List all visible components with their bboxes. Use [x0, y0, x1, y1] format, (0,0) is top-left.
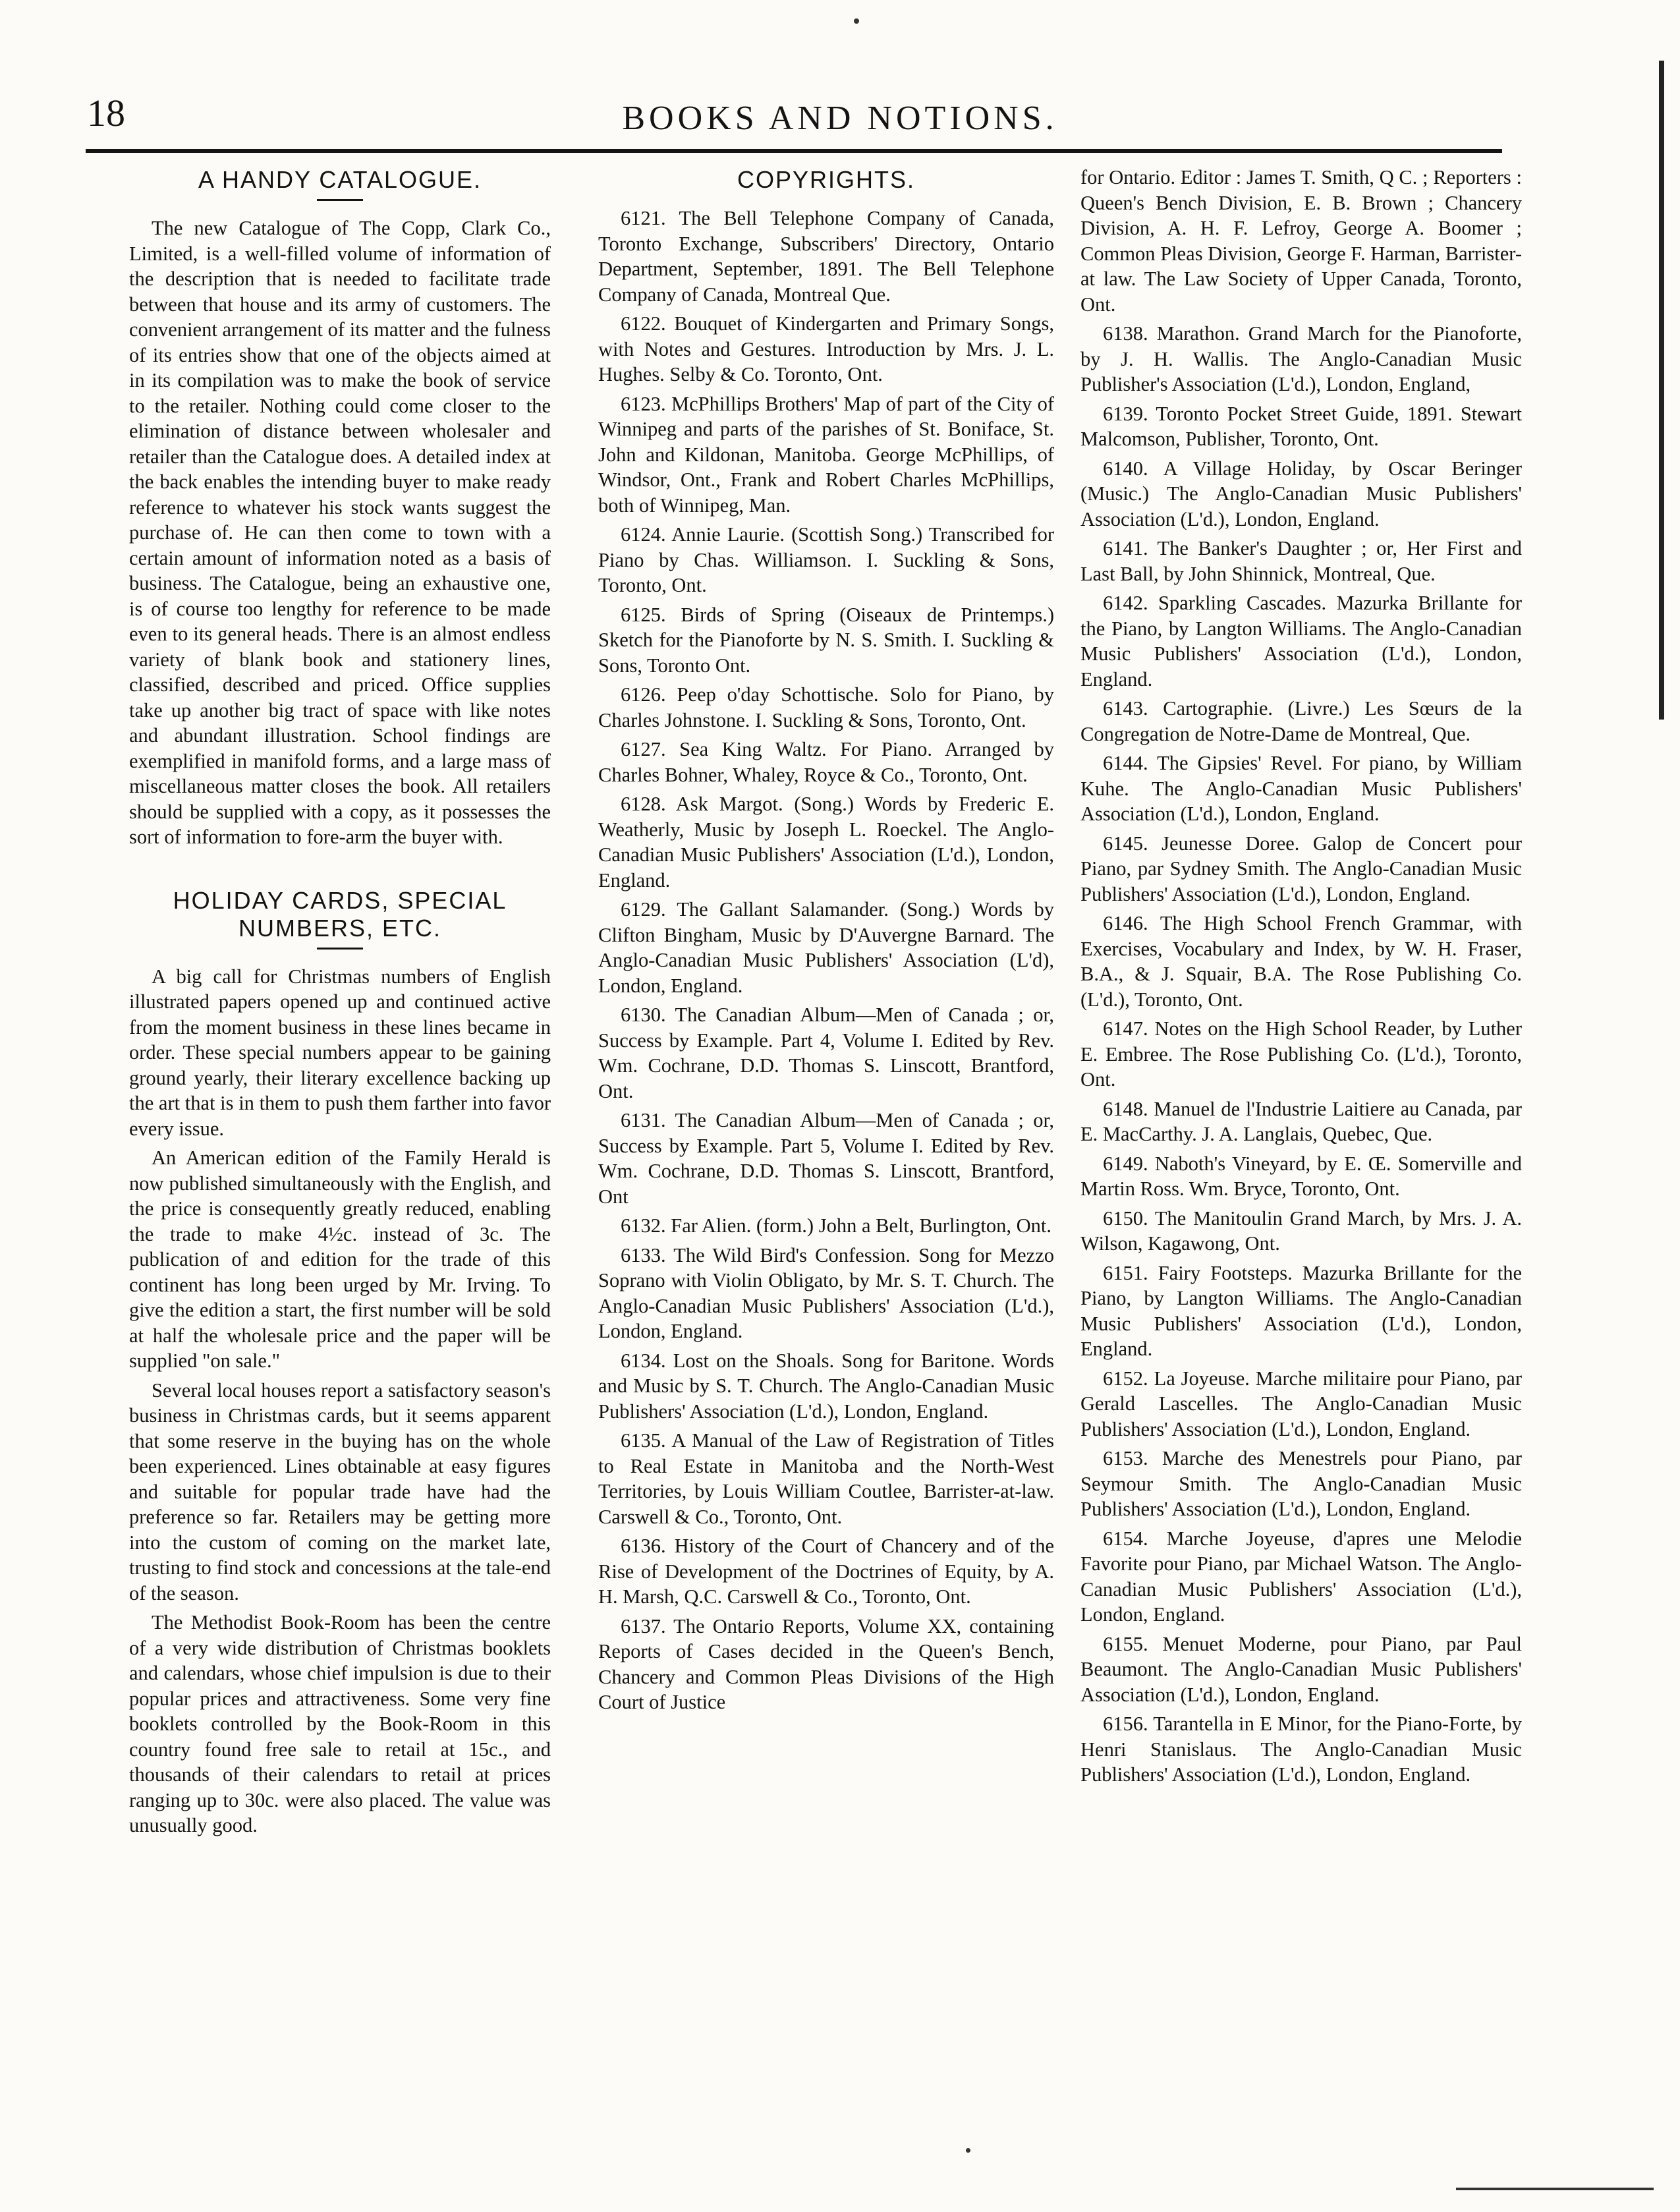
copyright-entry: 6150. The Manitoulin Grand March, by Mrs. J. A. Wilson, Kagawong, Ont. — [1080, 1206, 1522, 1255]
copyright-entry: 6144. The Gipsies' Revel. For piano, by William Kuhe. The Anglo-Canadian Music Publishers' Association (L'd.), London, England. — [1080, 752, 1522, 825]
copyright-entry: 6136. History of the Court of Chancery and of the Rise of Development of the Doctrines of Equity, by A. H. Marsh, Q.C. Carswell & Co., Toronto, Ont. — [598, 1535, 1054, 1608]
copyright-entry: 6152. La Joyeuse. Marche militaire pour Piano, par Gerald Lascelles. The Anglo-Canadian Music Publishers' Association (L'd.), London, England. — [1080, 1367, 1522, 1440]
copyright-entry: 6137. The Ontario Reports, Volume XX, containing Reports of Cases decided in the Queen's Bench, Chancery and Common Pleas Divisions of the High Court of Justice — [598, 1614, 1054, 1713]
copyright-entry: 6131. The Canadian Album—Men of Canada ; or, Success by Example. Part 5, Volume I. Edited by Rev. Wm. Cochrane, D.D. Thomas S. Linscott, Brantford, Ont — [598, 1109, 1054, 1208]
copyright-entry: 6142. Sparkling Cascades. Mazurka Brillante for the Piano, by Langton Williams. The Anglo-Canadian Music Publishers' Association (L'd.), London, England. — [1080, 592, 1522, 691]
copyright-entry: 6132. Far Alien. (form.) John a Belt, Burlington, Ont. — [621, 1214, 1051, 1237]
footer-rule — [1456, 2188, 1654, 2190]
copyright-entry: 6134. Lost on the Shoals. Song for Baritone. Words and Music by S. T. Church. The Anglo-Canadian Music Publishers' Association (L'd.), London, England. — [598, 1349, 1054, 1423]
copyright-entry: 6148. Manuel de l'Industrie Laitiere au Canada, par E. MacCarthy. J. A. Langlais, Quebec, Que. — [1080, 1097, 1522, 1145]
copyright-entry: 6141. The Banker's Daughter ; or, Her First and Last Ball, by John Shinnick, Montreal, Que. — [1080, 537, 1522, 585]
paragraph: The new Catalogue of The Copp, Clark Co., Limited, is a well-filled volume of information of the description that is needed to facilitate trade between that house and its army of customers. The convenient arrangement of its matter and the fulness of its entries show that one of the objects aimed at in its compilation was to make the book of service to the retailer. Nothing could come closer to the elimination of distance between wholesaler and retailer than the Catalogue does. A detailed index at the back enables the intending buyer to make ready reference to whatever his stock wants suggest the purchase of. He can then come to town with a certain amount of information noted as a basis of business. The Catalogue, being an exhaustive one, is of course too lengthy for reference to be made even to its general heads. There is an almost endless variety of blank book and stationery lines, classified, described and priced. Office supplies take up another big tract of space with like notes and abundant illustration. School findings are exemplified in manifold forms, and a large mass of miscellaneous matter closes the book. All retailers should be supplied with a copy, as it possesses the sort of information to fore-arm the buyer with. — [129, 217, 551, 848]
running-head-title: BOOKS AND NOTIONS. — [622, 99, 1058, 137]
copyright-entry: 6127. Sea King Waltz. For Piano. Arranged by Charles Bohner, Whaley, Royce & Co., Toronto, Ont. — [598, 738, 1054, 786]
copyright-entry: for Ontario. Editor : James T. Smith, Q C. ; Reporters : Queen's Bench Division, E. B. Brown ; Chancery Division, A. H. F. Lefroy, George A. Boomer ; Common Pleas Division, George F. Harman, Barrister-at law. The Law Society of Upper Canada, Toronto, Ont. — [1080, 166, 1522, 316]
page-number: 18 — [87, 92, 125, 134]
copyright-entry: 6146. The High School French Grammar, with Exercises, Vocabulary and Index, by W. H. Fraser, B.A., & J. Squair, B.A. The Rose Publishing Co. (L'd.), Toronto, Ont. — [1080, 912, 1522, 1011]
copyright-entry: 6129. The Gallant Salamander. (Song.) Words by Clifton Bingham, Music by D'Auvergne Barnard. The Anglo-Canadian Music Publishers' Association (L'd), London, England. — [598, 898, 1054, 997]
copyright-entry: 6143. Cartographie. (Livre.) Les Sœurs de la Congregation de Notre-Dame de Montreal, Que. — [1080, 697, 1522, 745]
column-right — [1080, 165, 1522, 2159]
paragraph: A big call for Christmas numbers of English illustrated papers opened up and continued active from the moment business in these lines became in order. These special numbers appear to be gaining ground yearly, their literary excellence backing up the art that is in them to push them farther into favor every issue. — [129, 965, 551, 1140]
column-middle — [598, 165, 1054, 2159]
copyright-entry: 6126. Peep o'day Schottische. Solo for Piano, by Charles Johnstone. I. Suckling & Sons, Toronto, Ont. — [598, 683, 1054, 731]
copyright-entry: 6140. A Village Holiday, by Oscar Beringer (Music.) The Anglo-Canadian Music Publishers' Association (L'd.), London, England. — [1080, 457, 1522, 530]
section-heading-holiday-cards: HOLIDAY CARDS, SPECIAL NUMBERS, ETC. — [173, 886, 507, 942]
copyright-entry: 6145. Jeunesse Doree. Galop de Concert pour Piano, par Sydney Smith. The Anglo-Canadian Music Publishers' Association (L'd.), London, England. — [1080, 832, 1522, 905]
copyright-entry: 6153. Marche des Menestrels pour Piano, par Seymour Smith. The Anglo-Canadian Music Publishers' Association (L'd.), London, England. — [1080, 1447, 1522, 1520]
copyright-entry: 6125. Birds of Spring (Oiseaux de Printemps.) Sketch for the Pianoforte by N. S. Smith. I. Suckling & Sons, Toronto Ont. — [598, 603, 1054, 677]
paragraph: Several local houses report a satisfactory season's business in Christmas cards, but it seems apparent that some reserve in the buying has on the whole been experienced. Lines obtainable at easy figures and suitable for popular trade have had the preference so far. Retailers may be getting more into the custom of coming on the market late, trusting to find stock and concessions at the tale-end of the season. — [129, 1378, 551, 1604]
copyright-entry: 6156. Tarantella in E Minor, for the Piano-Forte, by Henri Stanislaus. The Anglo-Canadian Music Publishers' Association (L'd.), London, England. — [1080, 1713, 1522, 1786]
heading-rule — [317, 199, 363, 201]
paragraph: The Methodist Book-Room has been the centre of a very wide distribution of Christmas booklets and calendars, whose chief impulsion is due to their popular prices and attractiveness. Some very fine booklets controlled by the Book-Room in this country found free sale to retail at 15c., and thousands of their calendars to retail at prices ranging up to 30c. were also placed. The value was unusually good. — [129, 1611, 551, 1836]
column-left — [129, 165, 551, 2159]
section-heading-copyrights: COPYRIGHTS. — [737, 166, 916, 193]
copyright-entry: 6149. Naboth's Vineyard, by E. Œ. Somerville and Martin Ross. Wm. Bryce, Toronto, Ont. — [1080, 1152, 1522, 1200]
copyright-entry: 6155. Menuet Moderne, pour Piano, par Paul Beaumont. The Anglo-Canadian Music Publishers' Association (L'd.), London, England. — [1080, 1632, 1522, 1706]
copyright-entry: 6123. McPhillips Brothers' Map of part of the City of Winnipeg and parts of the parishes of St. Boniface, St. John and Kildonan, Manitoba. George McPhillips, of Windsor, Ont., Frank and Robert Charles McPhillips, both of Winnipeg, Man. — [598, 392, 1054, 517]
copyright-entry: 6147. Notes on the High School Reader, by Luther E. Embree. The Rose Publishing Co. (L'd.), Toronto, Ont. — [1080, 1017, 1522, 1091]
copyright-entry: 6133. The Wild Bird's Confession. Song for Mezzo Soprano with Violin Obligato, by Mr. S. T. Church. The Anglo-Canadian Music Publishers' Association (L'd.), London, England. — [598, 1243, 1054, 1342]
copyright-entry: 6124. Annie Laurie. (Scottish Song.) Transcribed for Piano by Chas. Williamson. I. Suckling & Sons, Toronto, Ont. — [598, 523, 1054, 596]
page-edge-bar — [1659, 61, 1664, 720]
copyright-entry: 6151. Fairy Footsteps. Mazurka Brillante for the Piano, by Langton Williams. The Anglo-Canadian Music Publishers' Association (L'd.), London, England. — [1080, 1261, 1522, 1360]
copyright-entry: 6121. The Bell Telephone Company of Canada, Toronto Exchange, Subscribers' Directory, Ontario Department, September, 1891. The Bell Telephone Company of Canada, Montreal Que. — [598, 207, 1054, 306]
print-speck — [854, 18, 859, 24]
heading-rule — [317, 948, 363, 950]
print-speck — [966, 2148, 970, 2153]
section-heading-catalogue: A HANDY CATALOGUE. — [198, 166, 482, 193]
paragraph: An American edition of the Family Herald is now published simultaneously with the English, and the price is consequently greatly reduced, enabling the trade to make 4½c. instead of 3c. The publication of and edition for the trade of this continent has long been urged by Mr. Irving. To give the edition a start, the first number will be sold at half the wholesale price and the paper will be supplied "on sale." — [129, 1147, 551, 1372]
copyright-entry: 6135. A Manual of the Law of Registration of Titles to Real Estate in Manitoba and the North-West Territories, by Louis William Coutlee, Barrister-at-law. Carswell & Co., Toronto, Ont. — [598, 1429, 1054, 1528]
copyright-entry: 6130. The Canadian Album—Men of Canada ; or, Success by Example. Part 4, Volume I. Edited by Rev. Wm. Cochrane, D.D. Thomas S. Linscott, Brantford, Ont. — [598, 1004, 1054, 1102]
copyright-entry: 6122. Bouquet of Kindergarten and Primary Songs, with Notes and Gestures. Introduction by Mrs. J. L. Hughes. Selby & Co. Toronto, Ont. — [598, 312, 1054, 385]
copyright-entry: 6128. Ask Margot. (Song.) Words by Frederic E. Weatherly, Music by Joseph L. Roeckel. The Anglo-Canadian Music Publishers' Association (L'd.), London, England. — [598, 793, 1054, 892]
copyright-entry: 6138. Marathon. Grand March for the Pianoforte, by J. H. Wallis. The Anglo-Canadian Music Publisher's Association (L'd.), London, England, — [1080, 322, 1522, 395]
copyright-entry: 6139. Toronto Pocket Street Guide, 1891. Stewart Malcomson, Publisher, Toronto, Ont. — [1080, 402, 1522, 450]
copyright-entry: 6154. Marche Joyeuse, d'apres une Melodie Favorite pour Piano, par Michael Watson. The Anglo-Canadian Music Publishers' Association (L'd.), London, England. — [1080, 1527, 1522, 1626]
header-rule — [86, 149, 1502, 153]
